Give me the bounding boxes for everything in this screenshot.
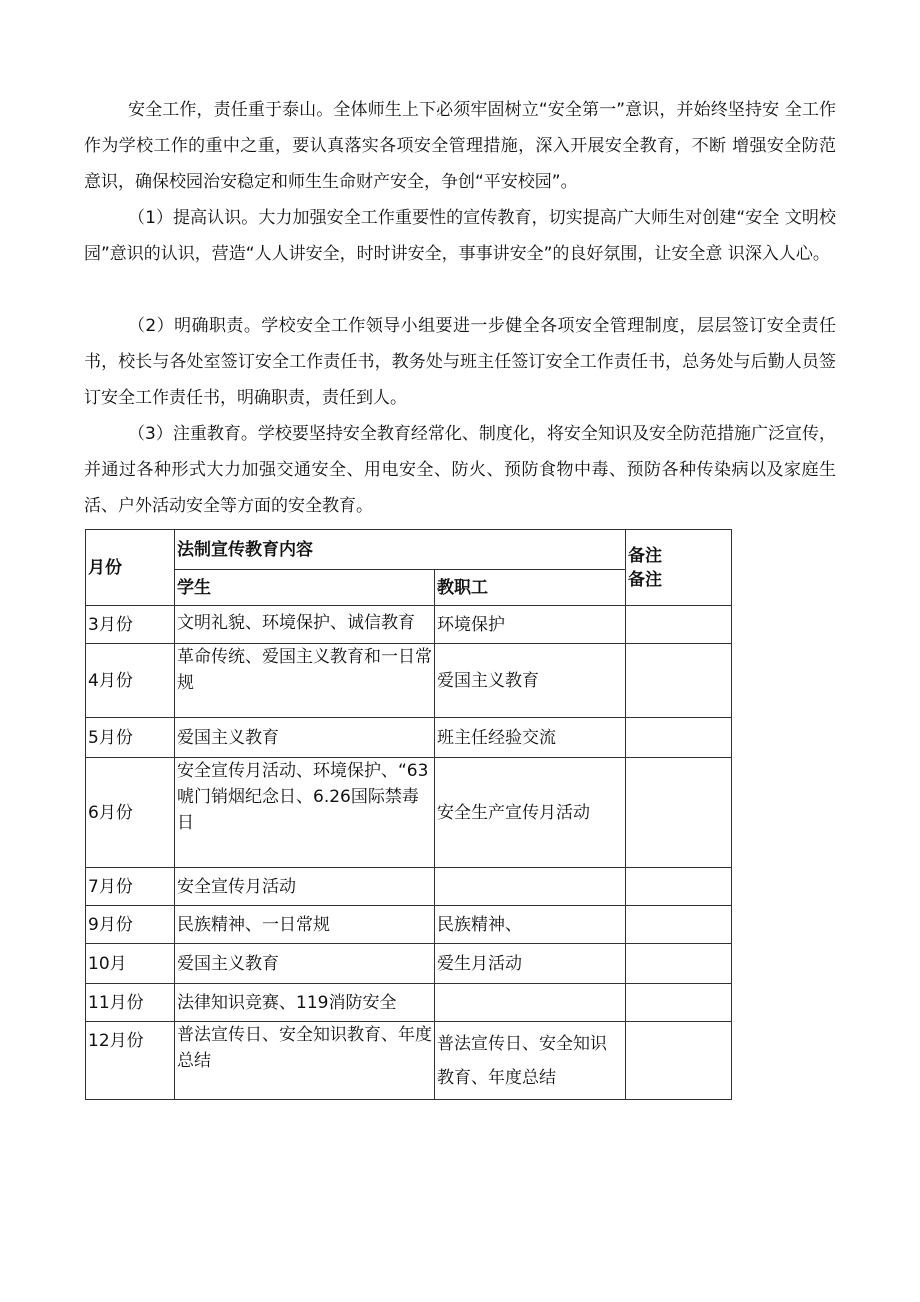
row-remark: [626, 758, 732, 868]
row-students: 法律知识竞赛、119消防安全: [175, 984, 435, 1022]
table-header-row: [86, 530, 732, 570]
point-2-paragraph: （2）明确职责。学校安全工作领导小组要进一步健全各项安全管理制度，层层签订安全责任书，校长与各处室签订安全工作责任书，教务处与班主任签订安全工作责任书，总务处与后勤人员签订安全工作责任书，明确职责，责任到人。: [84, 316, 836, 408]
point-1-paragraph: （1）提高认识。大力加强安全工作重要性的宣传教育，切实提高广大师生对创建“安全 文明校园”意识的认识，营造“人人讲安全，时时讲安全，事事讲安全”的良好氛围，让安全意 识深入人心。: [84, 208, 836, 264]
table-row: [86, 606, 732, 644]
row-remark: [626, 644, 732, 718]
row-staff: 班主任经验交流: [435, 718, 626, 758]
header-content: 法制宣传教育内容: [175, 530, 626, 570]
row-remark: [626, 906, 732, 944]
row-staff: [435, 868, 626, 906]
row-students: 爱国主义教育: [175, 944, 435, 984]
row-staff: 安全生产宣传月活动: [435, 758, 626, 868]
row-staff: 普法宣传日、安全知识教育、年度总结: [435, 1022, 626, 1100]
header-remark: [626, 530, 732, 606]
row-students: [175, 1022, 435, 1100]
row-month: 5月份: [86, 718, 175, 758]
row-remark: [626, 718, 732, 758]
row-students-text: 文明礼貌、环境保护、诚信教育: [177, 612, 415, 633]
header-remark-label: 备注: [628, 546, 662, 566]
row-remark: [626, 606, 732, 644]
row-students: [175, 644, 435, 718]
point-3-paragraph: （3）注重教育。学校要坚持安全教育经常化、制度化，将安全知识及安全防范措施广泛宣传，并通过各种形式大力加强交通安全、用电安全、防火、预防食物中毒、预防各种传染病以及家庭生活、户外活动安全等方面的安全教育。: [84, 424, 836, 516]
row-staff: 爱生月活动: [435, 944, 626, 984]
row-students: 爱国主义教育: [175, 718, 435, 758]
table-row: [86, 1022, 732, 1100]
row-students: 安全宣传月活动: [175, 868, 435, 906]
row-students: [175, 606, 435, 644]
row-month: 9月份: [86, 906, 175, 944]
row-remark: [626, 1022, 732, 1100]
table-row: [86, 944, 732, 984]
table-row: [86, 758, 732, 868]
row-remark: [626, 944, 732, 984]
table-row: [86, 644, 732, 718]
header-staff: 教职工: [435, 570, 626, 606]
row-month: 7月份: [86, 868, 175, 906]
row-month: 3月份: [86, 606, 175, 644]
header-students: 学生: [175, 570, 435, 606]
row-remark: [626, 868, 732, 906]
table-row: [86, 984, 732, 1022]
row-students-text: 革命传统、爱国主义教育和一日常规: [177, 647, 432, 693]
row-month: 4月份: [86, 644, 175, 718]
education-plan-table: [85, 529, 732, 1100]
row-staff: 爱国主义教育: [435, 644, 626, 718]
row-students: 民族精神、一日常规: [175, 906, 435, 944]
row-month: 11月份: [86, 984, 175, 1022]
row-students-text: 普法宣传日、安全知识教育、年度总结: [177, 1025, 432, 1071]
row-students: [175, 758, 435, 868]
intro-paragraph: 安全工作，责任重于泰山。全体师生上下必须牢固树立“安全第一”意识，并始终坚持安 全工作作为学校工作的重中之重，要认真落实各项安全管理措施，深入开展安全教育，不断 增强安全防范意识，确保校园治安稳定和师生生命财产安全，争创“平安校园”。: [84, 100, 836, 192]
header-month: 月份: [86, 530, 175, 606]
table-row: [86, 718, 732, 758]
row-month: 6月份: [86, 758, 175, 868]
table-row: [86, 868, 732, 906]
row-month: 12月份: [86, 1022, 175, 1100]
row-month: 10月: [86, 944, 175, 984]
header-remark-label-2: 备注: [628, 570, 662, 590]
row-students-text: 安全宣传月活动、环境保护、“63唬门销烟纪念日、6.26国际禁毒日: [177, 761, 429, 833]
row-staff: 环境保护: [435, 606, 626, 644]
row-staff: 民族精神、: [435, 906, 626, 944]
row-staff: [435, 984, 626, 1022]
table-row: [86, 906, 732, 944]
row-remark: [626, 984, 732, 1022]
